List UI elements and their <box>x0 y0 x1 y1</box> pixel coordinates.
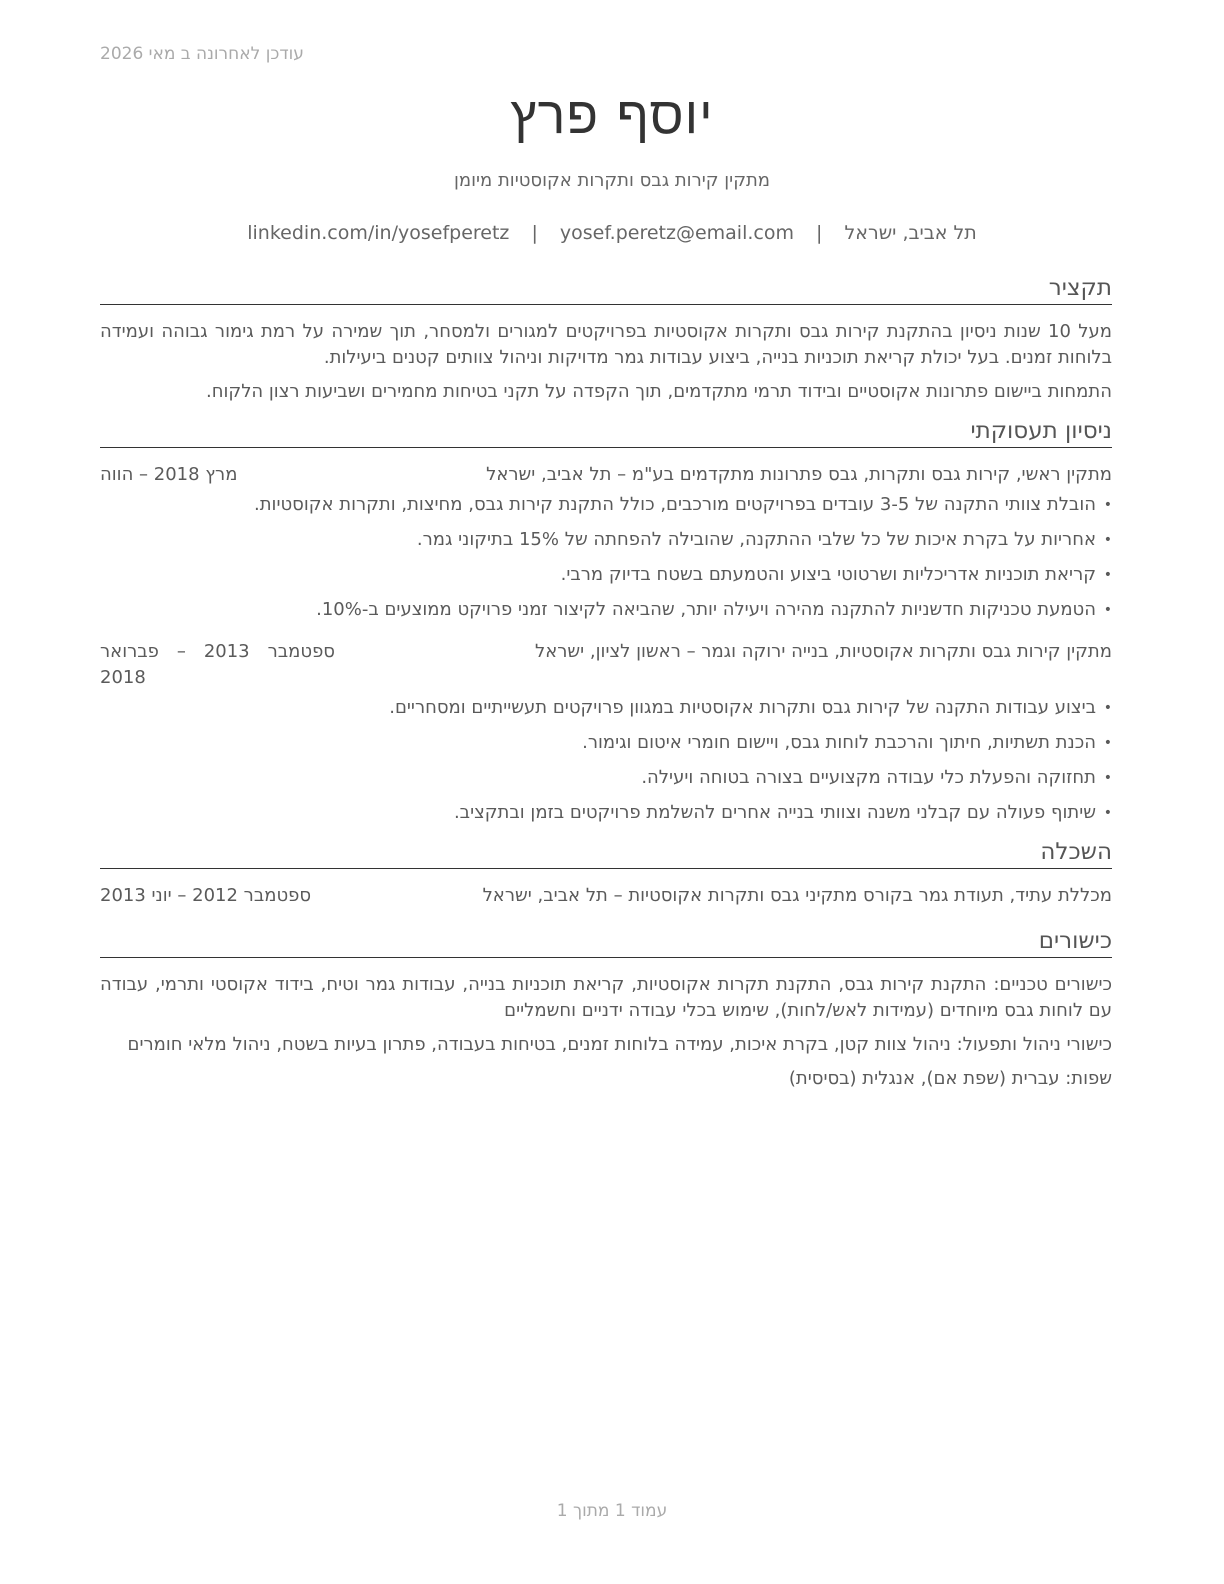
contact-separator: | <box>531 222 538 244</box>
resume-content <box>100 274 1112 1100</box>
last-updated-note: עודכן לאחרונה ב מאי 2026 <box>100 44 304 64</box>
job-header <box>100 462 1112 488</box>
summary-paragraph: התמחות ביישום פתרונות אקוסטיים ובידוד תרמי מתקדמים, תוך הקפדה על תקני בטיחות מחמירים ושביעות רצון הלקוח. <box>206 381 1112 402</box>
job-bullet: • קריאת תוכניות אדריכליות ושרטוטי ביצוע והטמעתם בשטח בדיוק מרבי. <box>100 562 1112 588</box>
contact-line <box>0 222 1224 244</box>
job-bullet: • הטמעת טכניקות חדשניות להתקנה מהירה ויעילה יותר, שהביאה לקיצור זמני פרויקט ממוצעים ב-10%. <box>100 597 1112 623</box>
skills-line: כישורי ניהול ותפעול: ניהול צוות קטן, בקרת איכות, עמידה בלוחות זמנים, בטיחות בעבודה, פתרון בעיות בשטח, ניהול מלאי חומרים <box>127 1034 1112 1055</box>
job-role: מתקין קירות גבס ותקרות אקוסטיות, בנייה ירוקה וגמר – ראשון לציון, ישראל <box>534 641 1112 662</box>
job-dates: ספטמבר 2013 – פברואר 2018 <box>100 641 335 688</box>
education-section <box>100 838 1112 909</box>
skills-heading: כישורים <box>100 927 1112 958</box>
job-entry <box>100 462 1112 623</box>
summary-heading: תקציר <box>100 274 1112 305</box>
contact-email[interactable]: yosef.peretz@email.com <box>559 222 794 244</box>
job-bullet: • הכנת תשתיות, חיתוך והרכבת לוחות גבס, ויישום חומרי איטום וגימור. <box>100 730 1112 756</box>
skills-line: שפות: עברית (שפת אם), אנגלית (בסיסית) <box>788 1068 1112 1089</box>
summary-section <box>100 274 1112 405</box>
experience-heading: ניסיון תעסוקתי <box>100 417 1112 448</box>
job-bullet: • תחזוקה והפעלת כלי עבודה מקצועיים בצורה בטוחה ויעילה. <box>100 765 1112 791</box>
summary-paragraph: מעל 10 שנות ניסיון בהתקנת קירות גבס ותקרות אקוסטיות בפרויקטים למגורים ולמסחר, תוך שמירה על רמת גימור גבוהה ועמידה בלוחות זמנים. בעל יכולת קריאת תוכניות בנייה, ביצוע עבודות גמר מדויקות וניהול צוותים קטנים ביעילות. <box>100 321 1112 368</box>
job-bullet: • ביצוע עבודות התקנה של קירות גבס ותקרות אקוסטיות במגוון פרויקטים תעשייתיים ומסחריים. <box>100 695 1112 721</box>
job-bullets <box>100 695 1112 826</box>
job-dates: מרץ 2018 – הווה <box>100 464 238 485</box>
education-text: מכללת עתיד, תעודת גמר בקורס מתקיני גבס ותקרות אקוסטיות – תל אביב, ישראל <box>482 885 1112 906</box>
education-dates: ספטמבר 2012 – יוני 2013 <box>100 885 312 906</box>
job-bullets <box>100 492 1112 623</box>
skills-section <box>100 927 1112 1092</box>
job-entry <box>100 639 1112 826</box>
education-heading: השכלה <box>100 838 1112 869</box>
page-number: עמוד 1 מתוך 1 <box>556 1501 668 1521</box>
experience-section <box>100 417 1112 826</box>
job-bullet: • שיתוף פעולה עם קבלני משנה וצוותי בנייה אחרים להשלמת פרויקטים בזמן ובתקציב. <box>100 800 1112 826</box>
job-header <box>100 639 1112 691</box>
skills-line: כישורים טכניים: התקנת קירות גבס, התקנת תקרות אקוסטיות, קריאת תוכניות בנייה, עבודות גמר וטיח, בידוד אקוסטי ותרמי, עבודה עם לוחות גבס מיוחדים (עמידות לאש/לחות), שימוש בכלי עבודה ידניים וחשמליים <box>100 974 1112 1021</box>
job-bullet: • הובלת צוותי התקנה של 3-5 עובדים בפרויקטים מורכבים, כולל התקנת קירות גבס, מחיצות, ותקרות אקוסטיות. <box>100 492 1112 518</box>
contact-linkedin[interactable]: linkedin.com/in/yosefperetz <box>247 222 510 244</box>
job-role: מתקין ראשי, קירות גבס ותקרות, גבס פתרונות מתקדמים בע"מ – תל אביב, ישראל <box>486 464 1112 485</box>
contact-location: תל אביב, ישראל <box>844 222 977 244</box>
candidate-title: מתקין קירות גבס ותקרות אקוסטיות מיומן <box>453 170 771 191</box>
contact-separator: | <box>816 222 823 244</box>
job-bullet: • אחריות על בקרת איכות של כל שלבי ההתקנה, שהובילה להפחתה של 15% בתיקוני גמר. <box>100 527 1112 553</box>
education-entry <box>100 883 1112 909</box>
candidate-name: יוסף פרץ <box>510 86 714 146</box>
